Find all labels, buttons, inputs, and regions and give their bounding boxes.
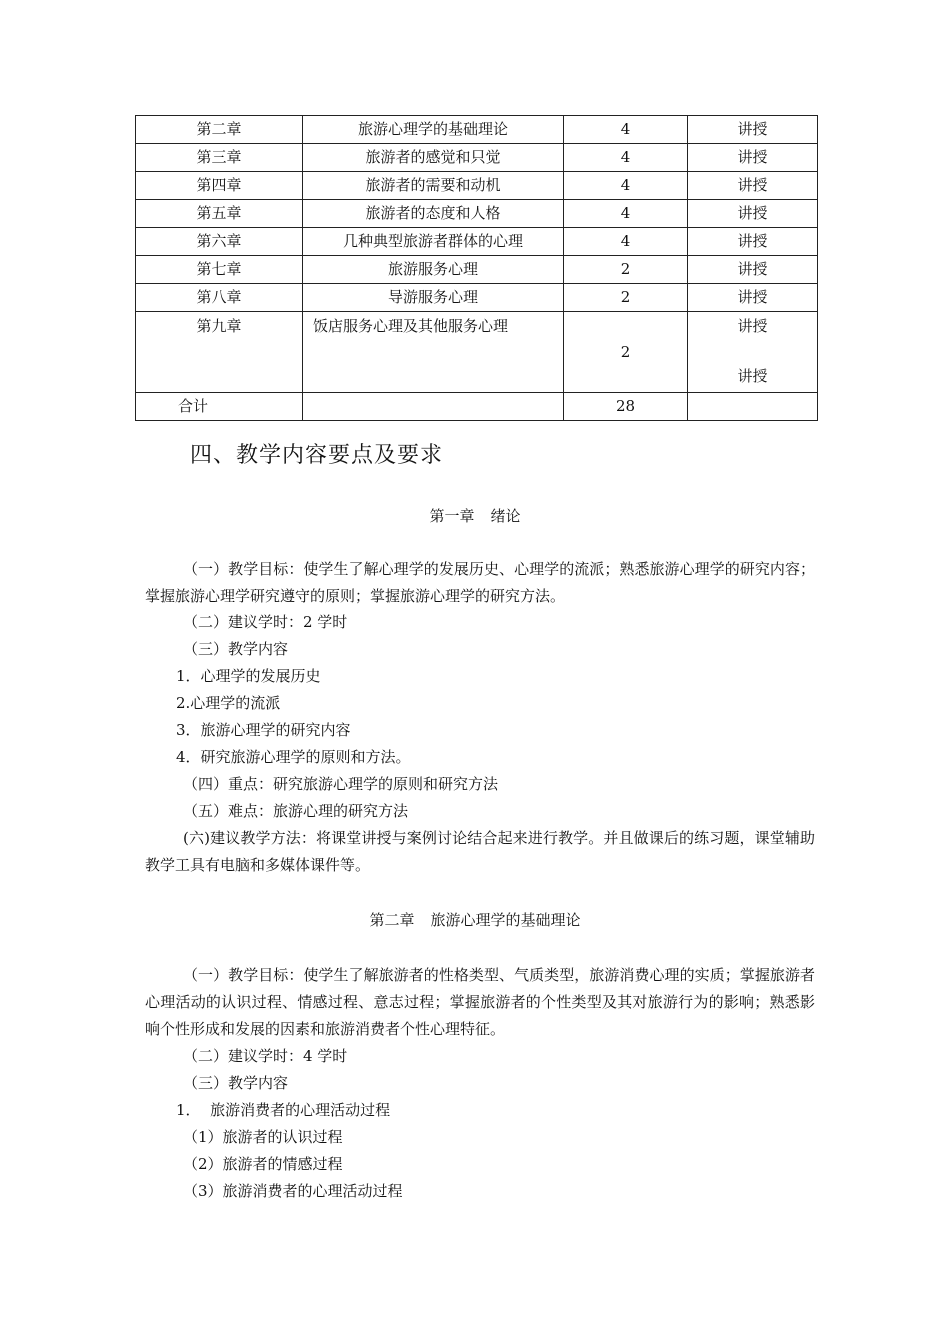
hours-cell: 4 [564,144,688,172]
hours-line: （二）建议学时：2 学时 [183,613,348,631]
chapter-title [0,909,950,930]
method-cell: 讲授 [688,200,818,228]
list-item: 1． 旅游消费者的心理活动过程 [176,1101,391,1119]
title-cell: 几种典型旅游者群体的心理 [303,228,564,256]
table-row [136,172,818,200]
title-cell: 旅游者的需要和动机 [303,172,564,200]
chapter-label: 第一章 [429,507,475,525]
section-heading: 四、教学内容要点及要求 [190,443,444,468]
title-cell: 旅游者的感觉和只觉 [303,144,564,172]
table-row [136,284,818,312]
list-item: 2.心理学的流派 [176,694,281,712]
table-row [136,144,818,172]
hours-cell: 2 [564,312,688,393]
total-title-cell [303,393,564,421]
hours-cell: 4 [564,228,688,256]
objective-paragraph: （一）教学目标：使学生了解旅游者的性格类型、气质类型，旅游消费心理的实质；掌握旅游者心理活动的认识过程、情感过程、意志过程；掌握旅游者的个性类型及其对旅游行为的影响；熟悉影响个性形成和发展的因素和旅游消费者个性心理特征。 [145,966,815,1038]
chapter-cell: 第四章 [136,172,303,200]
hours-cell: 4 [564,200,688,228]
content-heading: （三）教学内容 [183,1074,289,1092]
sub-list-item: （1）旅游者的认识过程 [183,1128,343,1146]
hours-line: （二）建议学时：4 学时 [183,1047,348,1065]
title-cell: 导游服务心理 [303,284,564,312]
content-heading: （三）教学内容 [183,640,289,658]
total-method-cell [688,393,818,421]
method-paragraph: (六)建议教学方法：将课堂讲授与案例讨论结合起来进行教学。并且做课后的练习题，课堂辅助教学工具有电脑和多媒体课件等。 [145,829,815,874]
table-row [136,256,818,284]
title-cell: 旅游者的态度和人格 [303,200,564,228]
total-label-cell: 合计 [136,393,303,421]
chapter-cell: 第八章 [136,284,303,312]
total-row [136,393,818,421]
table-row [136,312,818,393]
chapter-title [0,505,950,526]
title-cell: 旅游服务心理 [303,256,564,284]
table-row [136,228,818,256]
objective-paragraph: （一）教学目标：使学生了解心理学的发展历史、心理学的流派；熟悉旅游心理学的研究内容；掌握旅游心理学研究遵守的原则；掌握旅游心理学的研究方法。 [145,560,815,605]
sub-list-item: （3）旅游消费者的心理活动过程 [183,1182,403,1200]
method-cell: 讲授 [688,172,818,200]
method-text: 讲授 [737,367,768,385]
table-row [136,200,818,228]
key-point-line: （四）重点：研究旅游心理学的原则和研究方法 [183,775,499,793]
difficulty-line: （五）难点：旅游心理的研究方法 [183,802,409,820]
chapter-name: 旅游心理学的基础理论 [430,911,581,929]
chapter-cell: 第三章 [136,144,303,172]
method-cell: 讲授 [688,228,818,256]
chapter-cell: 第九章 [136,312,303,393]
title-cell: 饭店服务心理及其他服务心理 [303,312,564,393]
total-hours-cell: 28 [564,393,688,421]
chapter-label: 第二章 [369,911,415,929]
method-text: 讲授 [737,317,768,335]
chapter-cell: 第六章 [136,228,303,256]
chapter-cell: 第五章 [136,200,303,228]
chapter-name: 绪论 [490,507,521,525]
sub-list-item: （2）旅游者的情感过程 [183,1155,343,1173]
method-cell: 讲授 [688,116,818,144]
table-row [136,116,818,144]
title-cell: 旅游心理学的基础理论 [303,116,564,144]
hours-cell: 2 [564,256,688,284]
method-cell: 讲授 [688,284,818,312]
list-item: 4．研究旅游心理学的原则和方法。 [176,748,411,766]
hours-cell: 2 [564,284,688,312]
method-cell [688,312,818,393]
chapter-cell: 第七章 [136,256,303,284]
list-item: 1．心理学的发展历史 [176,667,321,685]
method-cell: 讲授 [688,256,818,284]
hours-cell: 4 [564,172,688,200]
course-schedule-table [135,115,818,421]
hours-cell: 4 [564,116,688,144]
list-item: 3．旅游心理学的研究内容 [176,721,351,739]
method-cell: 讲授 [688,144,818,172]
chapter-cell: 第二章 [136,116,303,144]
